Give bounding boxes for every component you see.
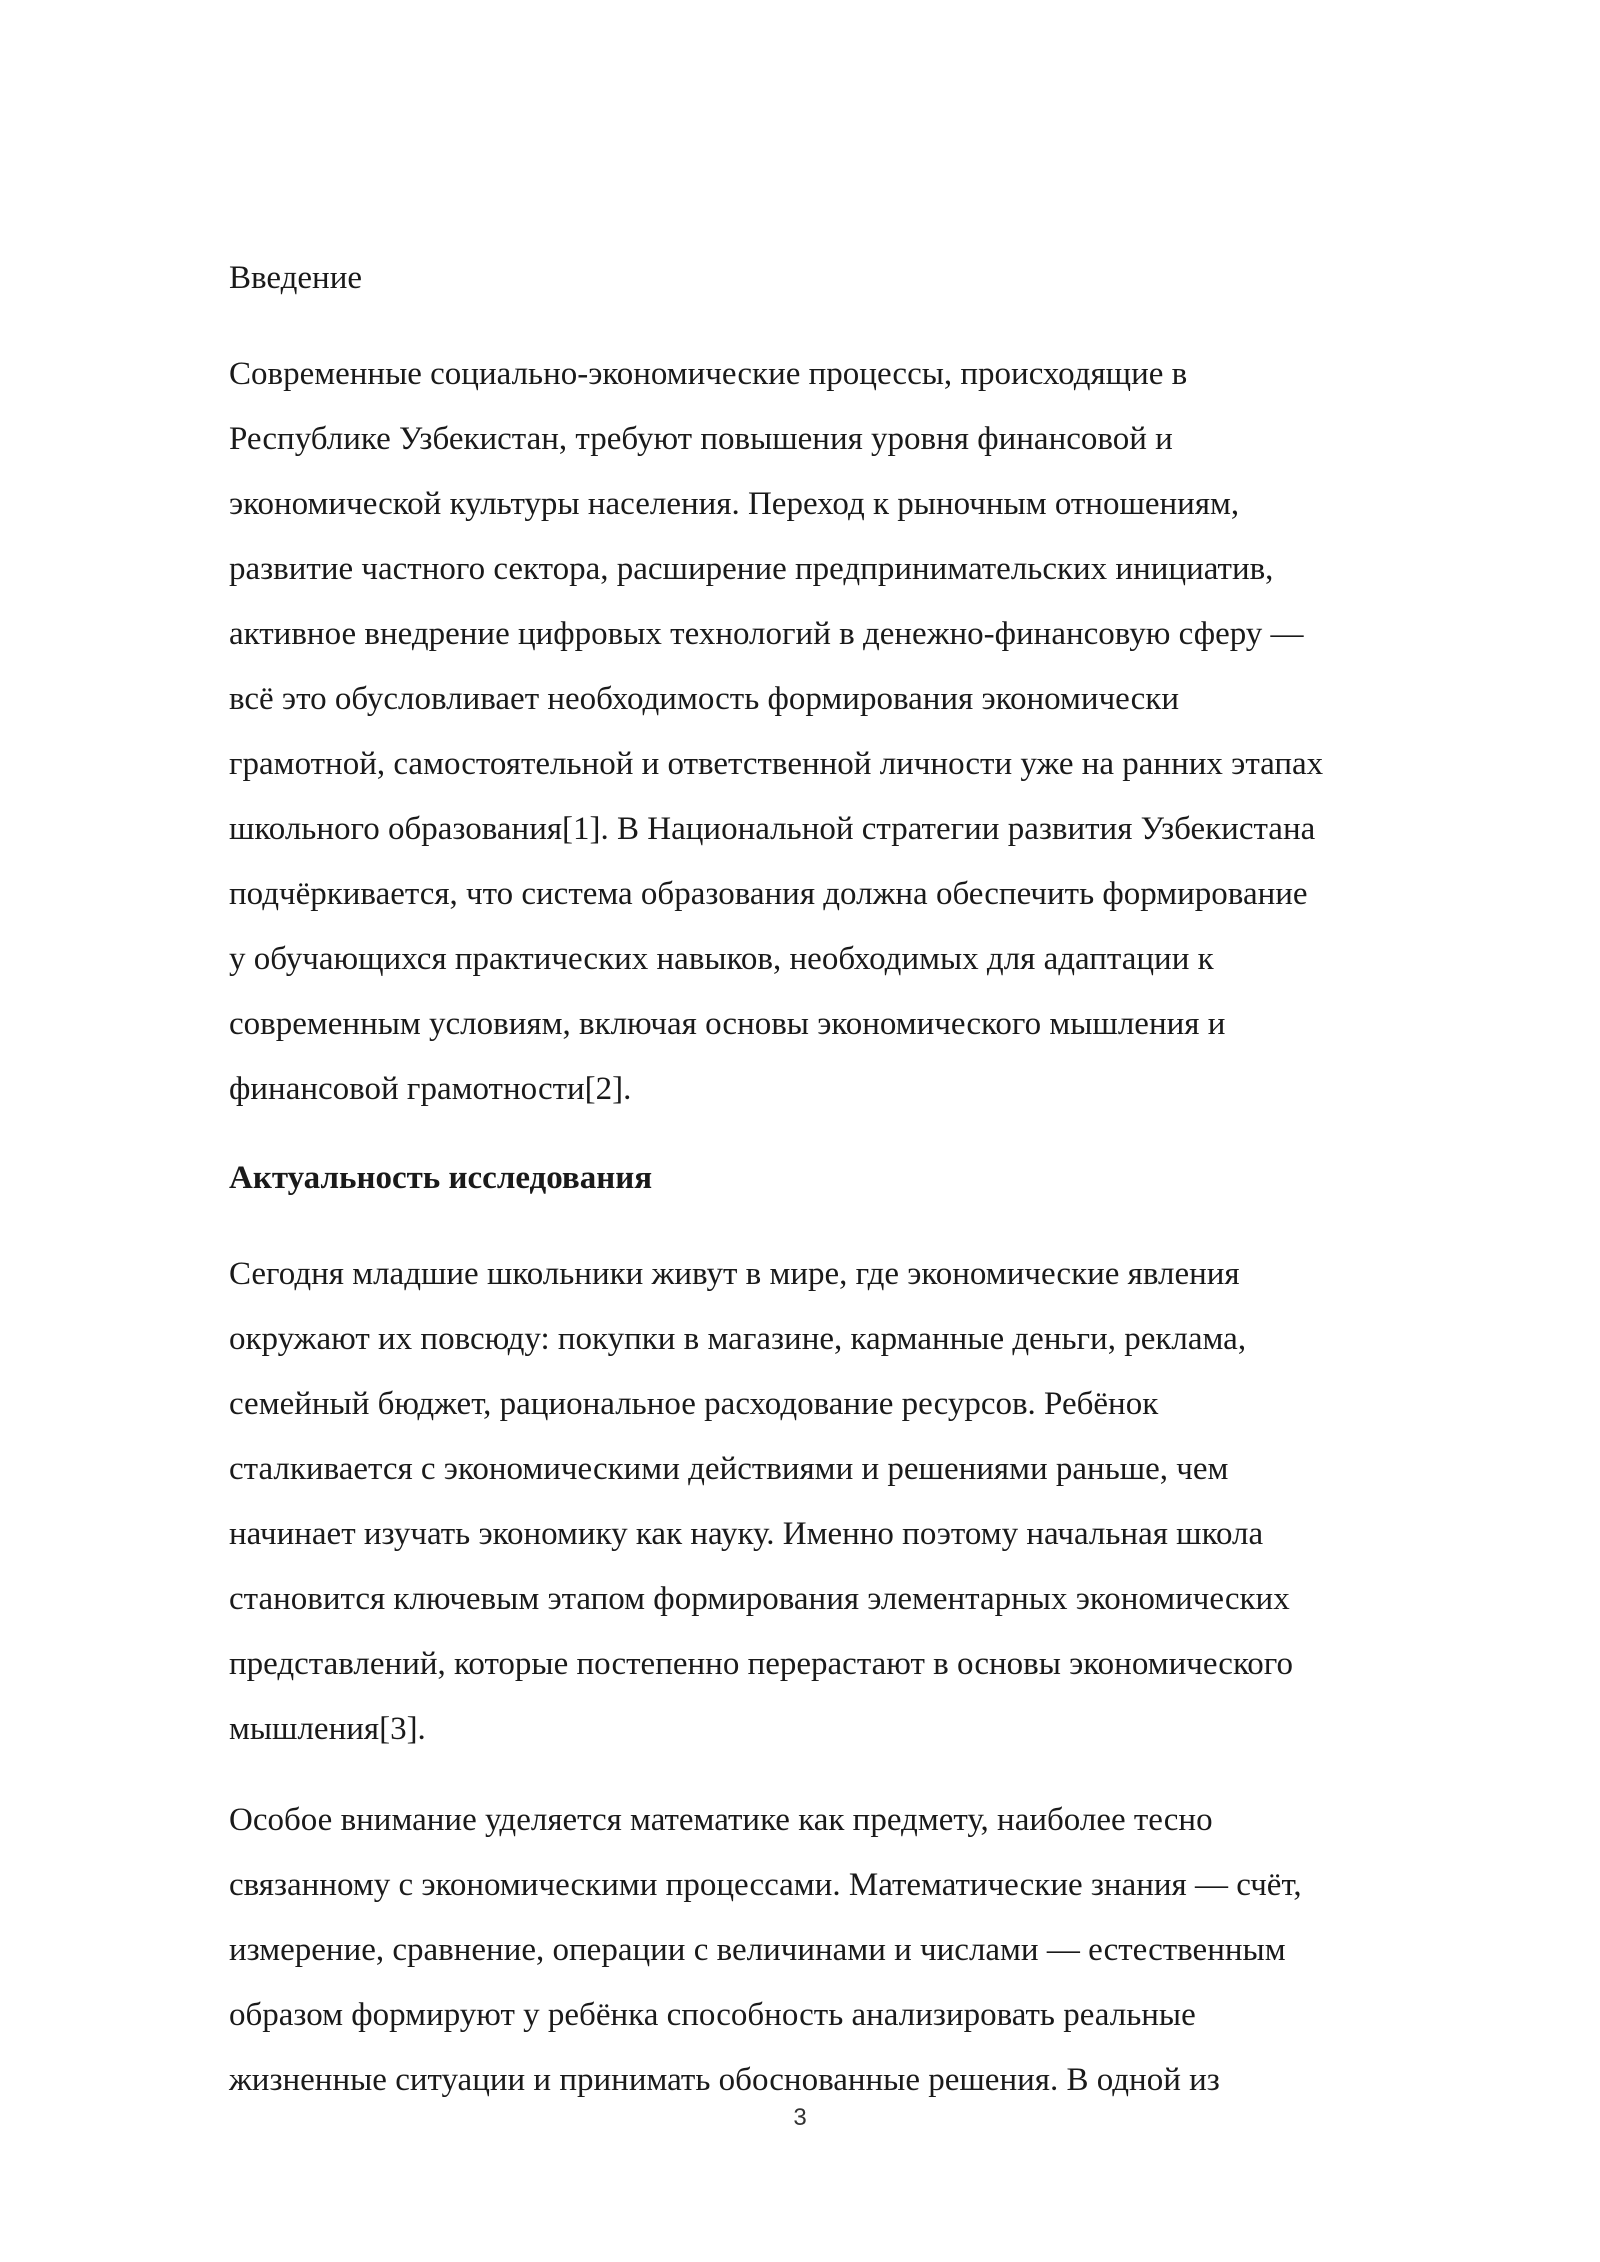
text-line: школьного образования[1]. В Национальной стратегии развития Узбекистана (229, 811, 1316, 847)
page-content (229, 250, 1489, 2113)
text-line: грамотной, самостоятельной и ответственной личности уже на ранних этапах (229, 746, 1324, 782)
text-line: сталкивается с экономическими действиями и решениями раньше, чем (229, 1451, 1229, 1487)
text-line: подчёркивается, что система образования должна обеспечить формирование (229, 876, 1308, 912)
intro-heading: Введение (229, 260, 363, 296)
text-line: современным условиям, включая основы экономического мышления и (229, 1006, 1226, 1042)
text-line: представлений, которые постепенно перерастают в основы экономического (229, 1646, 1294, 1682)
text-line: развитие частного сектора, расширение предпринимательских инициатив, (229, 551, 1274, 587)
text-line: связанному с экономическими процессами. Математические знания — счёт, (229, 1867, 1302, 1903)
text-line: становится ключевым этапом формирования элементарных экономических (229, 1581, 1290, 1617)
relevance-heading: Актуальность исследования (229, 1160, 653, 1196)
text-line: Республике Узбекистан, требуют повышения уровня финансовой и (229, 421, 1173, 457)
relevance-paragraph-1 (229, 1242, 1489, 1762)
text-line: Особое внимание уделяется математике как предмету, наиболее тесно (229, 1802, 1213, 1838)
text-line: семейный бюджет, рациональное расходование ресурсов. Ребёнок (229, 1386, 1159, 1422)
text-line: измерение, сравнение, операции с величинами и числами — естественным (229, 1932, 1286, 1968)
relevance-paragraph-2 (229, 1788, 1489, 2113)
text-line: у обучающихся практических навыков, необходимых для адаптации к (229, 941, 1214, 977)
text-line: мышления[3]. (229, 1711, 426, 1747)
text-line: активное внедрение цифровых технологий в денежно-финансовую сферу — (229, 616, 1304, 652)
page-number: 3 (793, 2104, 807, 2131)
text-line: начинает изучать экономику как науку. Именно поэтому начальная школа (229, 1516, 1264, 1552)
text-line: экономической культуры населения. Переход к рыночным отношениям, (229, 486, 1240, 522)
intro-paragraph (229, 342, 1489, 1122)
text-line: Современные социально-экономические процессы, происходящие в (229, 356, 1188, 392)
text-line: Сегодня младшие школьники живут в мире, где экономические явления (229, 1256, 1240, 1292)
text-line: образом формируют у ребёнка способность анализировать реальные (229, 1997, 1196, 2033)
text-line: жизненные ситуации и принимать обоснованные решения. В одной из (229, 2062, 1220, 2098)
text-line: окружают их повсюду: покупки в магазине, карманные деньги, реклама, (229, 1321, 1247, 1357)
text-line: всё это обусловливает необходимость формирования экономически (229, 681, 1179, 717)
text-line: финансовой грамотности[2]. (229, 1071, 632, 1107)
